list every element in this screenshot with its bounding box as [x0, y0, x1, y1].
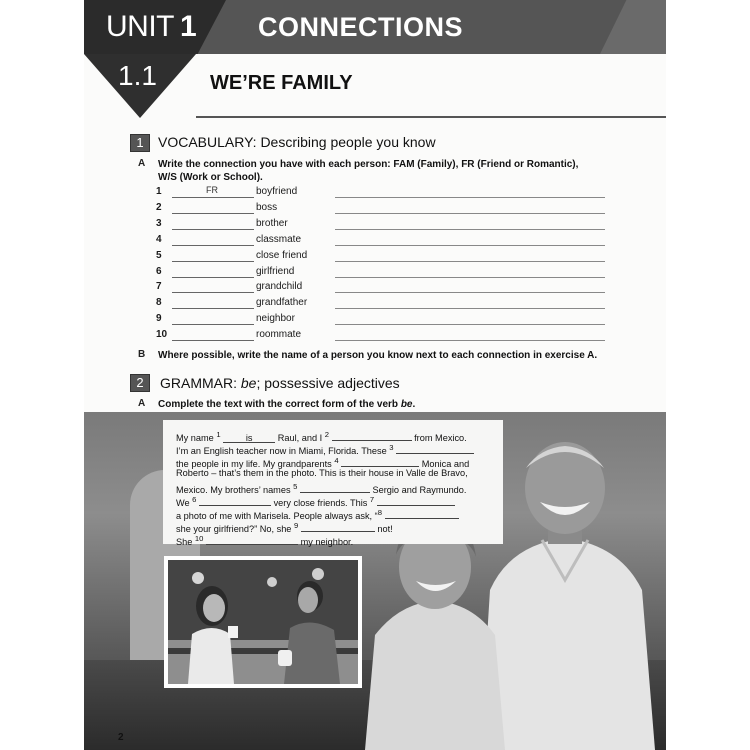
text-line-3: the people in my life. My grandparents $^4$ Monica and: [176, 456, 470, 470]
person-name-line[interactable]: [335, 324, 605, 325]
exercise-letter-a: A: [138, 158, 146, 169]
item-number: 4: [156, 233, 162, 245]
answer-blank-7[interactable]: [377, 496, 455, 506]
connection-word: neighbor: [256, 313, 295, 325]
answer-blank-6[interactable]: [199, 496, 271, 506]
connection-answer-blank[interactable]: [172, 340, 254, 341]
vocabulary-section-title: VOCABULARY: Describing people you know: [158, 134, 436, 150]
connection-answer-blank[interactable]: [172, 229, 254, 230]
title-divider: [196, 116, 666, 118]
text-line-4: Roberto – that’s them in the photo. This is their house in Valle de Bravo,: [176, 468, 468, 478]
lesson-number: 1.1: [118, 60, 157, 91]
connection-answer-blank[interactable]: [172, 245, 254, 246]
answer-blank-10[interactable]: [206, 535, 298, 545]
lesson-title: WE’RE FAMILY: [210, 72, 353, 94]
connection-answer-blank[interactable]: [172, 308, 254, 309]
item-number: 8: [156, 297, 162, 309]
vocabulary-item: [152, 250, 612, 266]
connection-word: boss: [256, 201, 278, 213]
item-number: 1: [156, 186, 162, 197]
cafe-couple-photo: [168, 560, 358, 684]
person-name-line[interactable]: [335, 197, 605, 198]
unit-title: CONNECTIONS: [258, 12, 464, 42]
vocabulary-instruction-b: Where possible, write the name of a person you know next to each connection in exercise A.: [158, 350, 598, 361]
connection-word: grandfather: [256, 297, 308, 309]
connection-word: close friend: [256, 249, 308, 261]
item-number: 7: [156, 281, 162, 293]
text-line-1: My name $^1$ is Raul, and I $^2$ from Mexico.: [176, 430, 467, 444]
connection-word: classmate: [256, 233, 302, 245]
unit-label: UNIT 1: [106, 10, 197, 43]
text-line-8: she your girlfriend?” No, she $^9$ not!: [176, 521, 393, 535]
connection-word: roommate: [256, 329, 302, 341]
person-name-line[interactable]: [335, 277, 605, 278]
person-name-line[interactable]: [335, 340, 605, 341]
connection-answer-blank[interactable]: [172, 197, 254, 198]
connection-answer-blank[interactable]: [172, 213, 254, 214]
item-number: 9: [156, 313, 162, 325]
grammar-section-title: GRAMMAR: be; possessive adjectives: [160, 375, 400, 391]
item-number: 3: [156, 217, 162, 229]
person-name-line[interactable]: [335, 229, 605, 230]
item-number: 6: [156, 265, 162, 277]
item-number: 5: [156, 249, 162, 261]
answer-blank-8[interactable]: [385, 509, 459, 519]
vocabulary-item: [152, 281, 612, 297]
vocabulary-item: [152, 218, 612, 234]
connection-answer-blank[interactable]: [172, 324, 254, 325]
answer-blank-5[interactable]: [300, 483, 370, 493]
section-number-1: 1: [130, 134, 150, 152]
connection-answer-blank[interactable]: [172, 261, 254, 262]
answer-blank-2[interactable]: [332, 431, 412, 441]
text-line-5: Mexico. My brothers’ names $^5$ Sergio and Raymundo.: [176, 482, 467, 496]
vocabulary-instruction: Write the connection you have with each person: FAM (Family), FR (Friend or Romantic), W/S (Work or School).: [158, 159, 579, 183]
unit-number: 1: [180, 10, 197, 43]
vocabulary-item: [152, 266, 612, 282]
page-number: 2: [118, 732, 124, 743]
item-number: 10: [156, 329, 168, 341]
answer-blank-3[interactable]: [396, 444, 474, 454]
person-name-line[interactable]: [335, 292, 605, 293]
text-line-9: She $^{10}$ my neighbor.: [176, 534, 354, 548]
person-name-line[interactable]: [335, 261, 605, 262]
connection-word: boyfriend: [256, 186, 298, 197]
section-number-2: 2: [130, 374, 150, 392]
vocabulary-item: [152, 297, 612, 313]
vocabulary-item: [152, 313, 612, 329]
item-number: 2: [156, 201, 162, 213]
grammar-exercise-letter-a: A: [138, 398, 146, 409]
connection-word: grandchild: [256, 281, 303, 293]
text-line-7: a photo of me with Marisela. People always ask, “$^8$: [176, 507, 459, 522]
vocabulary-item: [152, 186, 612, 202]
person-name-line[interactable]: [335, 213, 605, 214]
text-line-6: We $^6$ very close friends. This $^7$: [176, 494, 455, 509]
person-name-line[interactable]: [335, 245, 605, 246]
vocabulary-item: [152, 202, 612, 218]
answer-blank-9[interactable]: [301, 522, 375, 532]
connection-word: girlfriend: [256, 265, 295, 277]
connection-answer-blank[interactable]: [172, 292, 254, 293]
exercise-letter-b: B: [138, 349, 146, 360]
answer-blank-4[interactable]: [341, 457, 419, 467]
vocabulary-item: [152, 329, 612, 345]
connection-answer-blank[interactable]: [172, 277, 254, 278]
vocabulary-item: [152, 234, 612, 250]
grandmother-figure: [360, 515, 510, 750]
connection-answer: FR: [206, 185, 218, 195]
text-line-2: I’m an English teacher now in Miami, Florida. These $^3$: [176, 442, 474, 457]
grammar-instruction: Complete the text with the correct form of the verb be.: [158, 399, 416, 410]
answer-blank-1[interactable]: is: [223, 433, 275, 443]
connection-word: brother: [256, 217, 288, 229]
person-name-line[interactable]: [335, 308, 605, 309]
